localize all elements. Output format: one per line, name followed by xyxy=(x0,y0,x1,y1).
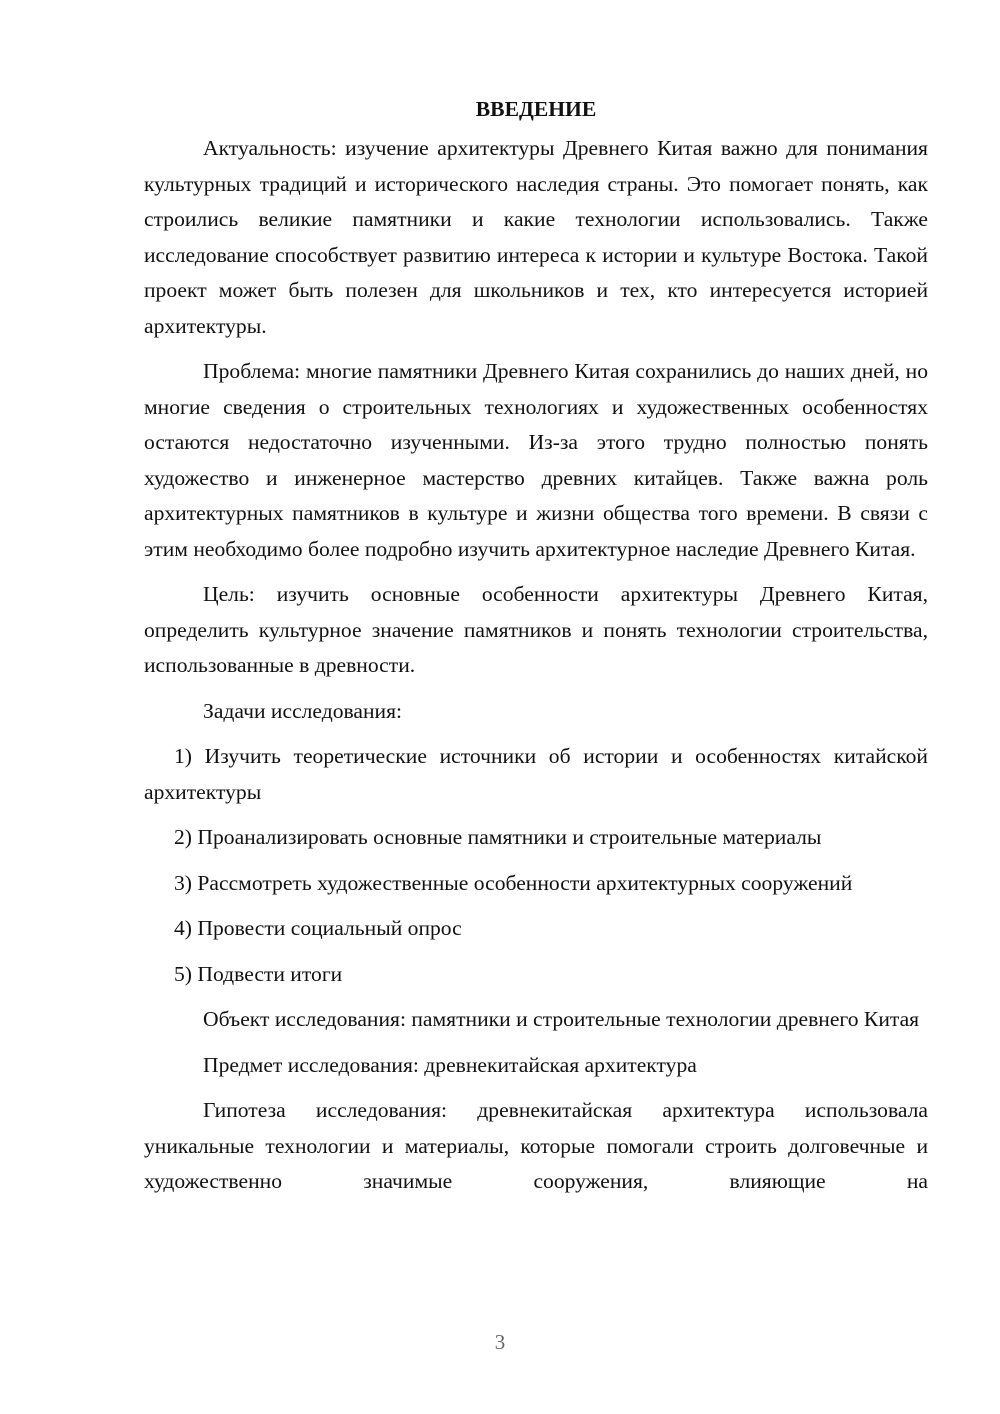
paragraph-goal: Цель: изучить основные особенности архитектуры Древнего Китая, определить культурное значение памятников и понять технологии строительства, использованные в древности. xyxy=(144,582,928,677)
paragraph-problem: Проблема: многие памятники Древнего Китая сохранились до наших дней, но многие сведения о строительных технологиях и художественных особенностях остаются недостаточно изученными. Из-за этого трудно полностью понять художество и инженерное мастерство древних китайцев. Также важна роль архитектурных памятников в культуре и жизни общества того времени. В связи с этим необходимо более подробно изучить архитектурное наследие Древнего Китая. xyxy=(144,359,928,561)
task-item-4: 4) Провести социальный опрос xyxy=(174,916,462,940)
page-number: 3 xyxy=(494,1330,506,1354)
paragraph-subject: Предмет исследования: древнекитайская архитектура xyxy=(203,1052,697,1077)
paragraph-hypothesis: Гипотеза исследования: древнекитайская архитектура использовала уникальные технологии и материалы, которые помогали строить долговечные и художественно значимые сооружения, влияющие на xyxy=(144,1098,928,1193)
task-item-5: 5) Подвести итоги xyxy=(174,961,343,986)
page-content xyxy=(144,92,928,1210)
task-item-3: 3) Рассмотреть художественные особенности архитектурных сооружений xyxy=(174,870,853,895)
paragraph-object: Объект исследования: памятники и строительные технологии древнего Китая xyxy=(203,1007,920,1031)
page-title: ВВЕДЕНИЕ xyxy=(475,97,597,121)
task-item-2: 2) Проанализировать основные памятники и строительные материалы xyxy=(174,825,822,849)
task-item-1: 1) Изучить теоретические источники об истории и особенностях китайской архитектуры xyxy=(144,744,928,804)
paragraph-tasks-heading: Задачи исследования: xyxy=(203,698,403,723)
paragraph-relevance: Актуальность: изучение архитектуры Древнего Китая важно для понимания культурных традиций и исторического наследия страны. Это помогает понять, как строились великие памятники и какие технологии использовались. Также исследование способствует развитию интереса к истории и культуре Востока. Такой проект может быть полезен для школьников и тех, кто интересуется историей архитектуры. xyxy=(144,136,928,338)
